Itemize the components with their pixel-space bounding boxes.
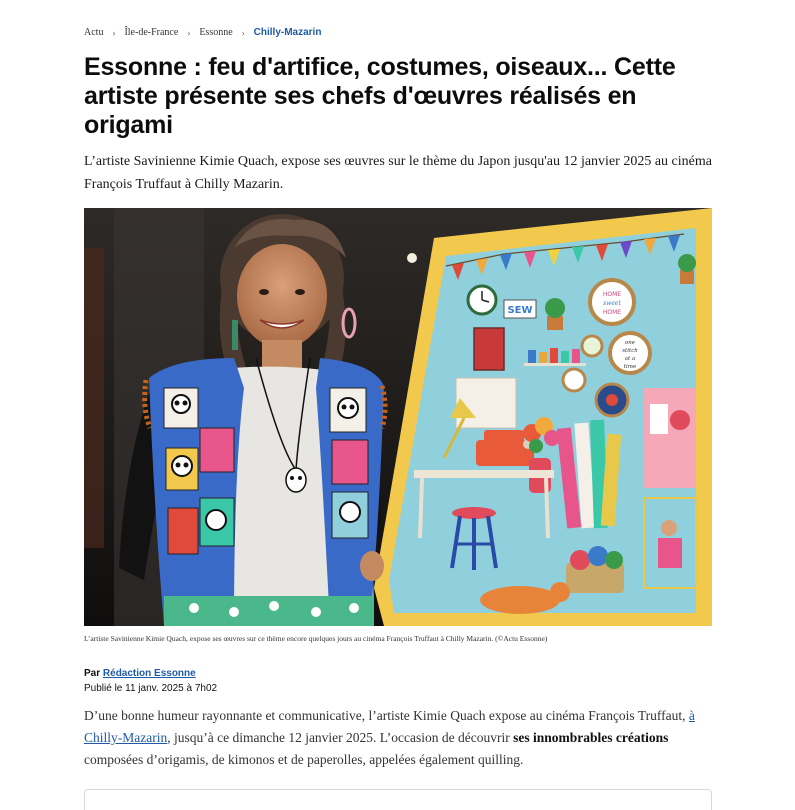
article-lede: L’artiste Savinienne Kimie Quach, expose ses œuvres sur le thème du Japon jusqu'au 12 janvier 2025 au cinéma François Truffaut à Chilly Mazarin. xyxy=(84,154,712,192)
photo-caption: L’artiste Savinienne Kimie Quach, expose ses œuvres sur ce thème encore quelques jours au cinéma François Truffaut à Chilly Mazarin. (©Actu Essonne) xyxy=(84,634,548,643)
breadcrumb-item-actu[interactable]: Actu xyxy=(84,27,104,38)
quilt-home-sign: HOME xyxy=(602,291,622,298)
chevron-right-icon: › xyxy=(112,27,116,38)
quilt-stitch-sign-2: stitch xyxy=(622,348,638,354)
body-text-part-3: composées d’origamis, de kimonos et de paperolles, appelées également quilling. xyxy=(84,752,524,767)
next-content-box xyxy=(84,789,712,810)
body-text-part-1: D’une bonne humeur rayonnante et communicative, l’artiste Kimie Quach expose au cinéma François Truffaut, xyxy=(84,708,689,723)
chevron-right-icon: › xyxy=(241,27,245,38)
byline xyxy=(84,668,196,679)
quilt-sew-sign: SEW xyxy=(507,305,533,316)
author-link[interactable]: Rédaction Essonne xyxy=(102,668,196,679)
quilt-stitch-sign-3: at a xyxy=(624,356,636,362)
publish-date: Publié le 11 janv. 2025 à 7h02 xyxy=(84,683,218,694)
breadcrumb-item-ile-de-france[interactable]: Île-de-France xyxy=(124,27,179,38)
byline-prefix: Par xyxy=(84,668,101,679)
breadcrumb xyxy=(84,27,321,38)
body-text-part-2: , jusqu’à ce dimanche 12 janvier 2025. L’occasion de découvrir xyxy=(167,730,514,745)
quilt-sweet-sign: sweet xyxy=(603,300,621,307)
breadcrumb-item-essonne[interactable]: Essonne xyxy=(199,27,233,38)
article-body-paragraph xyxy=(84,705,712,771)
article-title: Essonne : feu d'artifice, costumes, oiseaux... Cette artiste présente ses chefs d'œuvres réalisés en origami xyxy=(84,53,676,139)
chilly-mazarin-link[interactable]: à Chilly-Mazarin xyxy=(84,708,695,745)
quilt-home2-sign: HOME xyxy=(602,309,622,316)
quilt-stitch-sign-1: one xyxy=(624,340,636,346)
breadcrumb-item-chilly-mazarin[interactable]: Chilly-Mazarin xyxy=(253,27,322,38)
body-text-bold: ses innombrables créations xyxy=(513,730,669,745)
chevron-right-icon: › xyxy=(187,27,191,38)
article-photo xyxy=(84,208,712,626)
quilt-stitch-sign-4: time xyxy=(623,364,637,370)
